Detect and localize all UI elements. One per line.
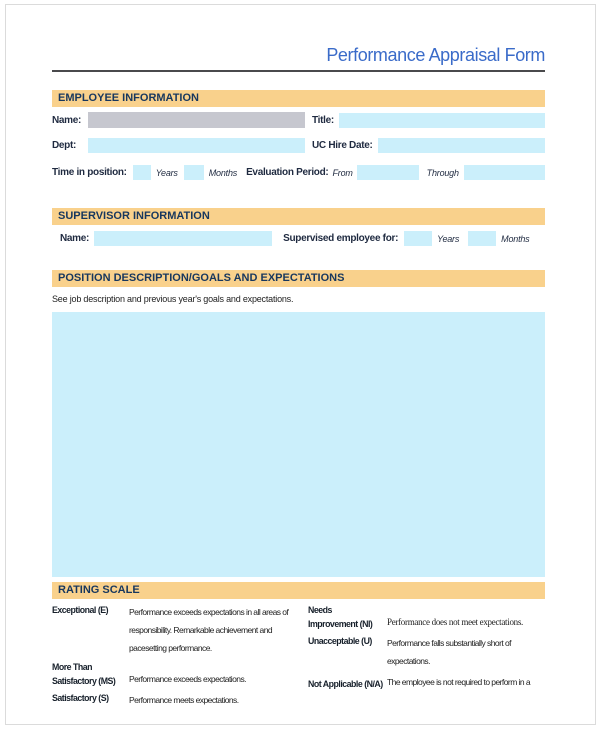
rating-entry-satisfactory — [52, 691, 305, 709]
evaluation-period-label: Evaluation Period: — [246, 167, 329, 178]
rating-term: Unacceptable (U) — [308, 636, 372, 646]
employee-title-label: Title: — [312, 114, 334, 126]
rating-entry-needs-improvement — [308, 603, 545, 631]
rating-entry-unacceptable — [308, 634, 545, 670]
title-divider — [52, 70, 545, 72]
section-header-employee-information: EMPLOYEE INFORMATION — [52, 90, 545, 107]
rating-scale-left-column — [52, 603, 305, 712]
rating-term: Needs Improvement (NI) — [308, 605, 373, 629]
rating-term: Not Applicable (N/A) — [308, 679, 383, 689]
uc-hire-date-input[interactable] — [378, 138, 545, 153]
position-goals-textarea[interactable] — [52, 312, 545, 577]
time-in-position-years-input[interactable] — [133, 165, 151, 180]
employee-dept-label: Dept: — [52, 140, 77, 151]
employee-name-input[interactable] — [88, 112, 305, 128]
time-in-position-months-input[interactable] — [184, 165, 204, 180]
rating-entry-exceptional — [52, 603, 305, 657]
evaluation-through-label: Through — [426, 167, 459, 178]
rating-scale-table — [52, 603, 545, 712]
rating-entry-more-than-satisfactory — [52, 660, 305, 688]
supervisor-months-label: Months — [501, 233, 530, 244]
rating-desc: Performance meets expectations. — [129, 695, 239, 705]
evaluation-from-label: From — [332, 167, 353, 178]
rating-desc: Performance exceeds expectations. — [129, 674, 246, 684]
months-label: Months — [208, 167, 238, 178]
supervisor-years-label: Years — [437, 233, 460, 244]
rating-term: Exceptional (E) — [52, 605, 109, 615]
supervised-employee-for-label: Supervised employee for: — [283, 233, 399, 244]
supervisor-name-input[interactable] — [94, 231, 272, 246]
rating-desc: Performance falls substantially short of expectations. — [387, 638, 511, 666]
section-header-rating-scale: RATING SCALE — [52, 582, 545, 599]
evaluation-through-input[interactable] — [464, 165, 545, 180]
position-description-note: See job description and previous year's goals and expectations. — [52, 294, 294, 304]
years-label: Years — [155, 167, 178, 178]
uc-hire-date-label: UC Hire Date: — [312, 140, 373, 151]
rating-scale-right-column — [305, 603, 545, 712]
employee-title-input[interactable] — [339, 113, 545, 128]
supervised-years-input[interactable] — [404, 231, 432, 246]
supervisor-name-label: Name: — [60, 233, 90, 244]
evaluation-from-input[interactable] — [357, 165, 419, 180]
rating-desc: The employee is not required to perform in a — [387, 677, 531, 687]
time-in-position-label: Time in position: — [52, 167, 127, 178]
rating-term: More Than Satisfactory (MS) — [52, 662, 116, 686]
rating-term: Satisfactory (S) — [52, 693, 109, 703]
supervised-months-input[interactable] — [468, 231, 496, 246]
section-header-position-description: POSITION DESCRIPTION/GOALS AND EXPECTATIONS — [52, 270, 545, 287]
section-header-supervisor-information: SUPERVISOR INFORMATION — [52, 208, 545, 225]
rating-desc: Performance does not meet expectations. — [387, 617, 523, 627]
employee-name-label: Name: — [52, 114, 82, 126]
rating-entry-not-applicable — [308, 673, 545, 691]
form-page — [52, 0, 545, 712]
employee-dept-input[interactable] — [88, 138, 305, 153]
page-title: Performance Appraisal Form — [326, 45, 545, 65]
rating-desc: Performance exceeds expectations in all areas of responsibility. Remarkable achievement and pacesetting performance. — [129, 607, 289, 653]
